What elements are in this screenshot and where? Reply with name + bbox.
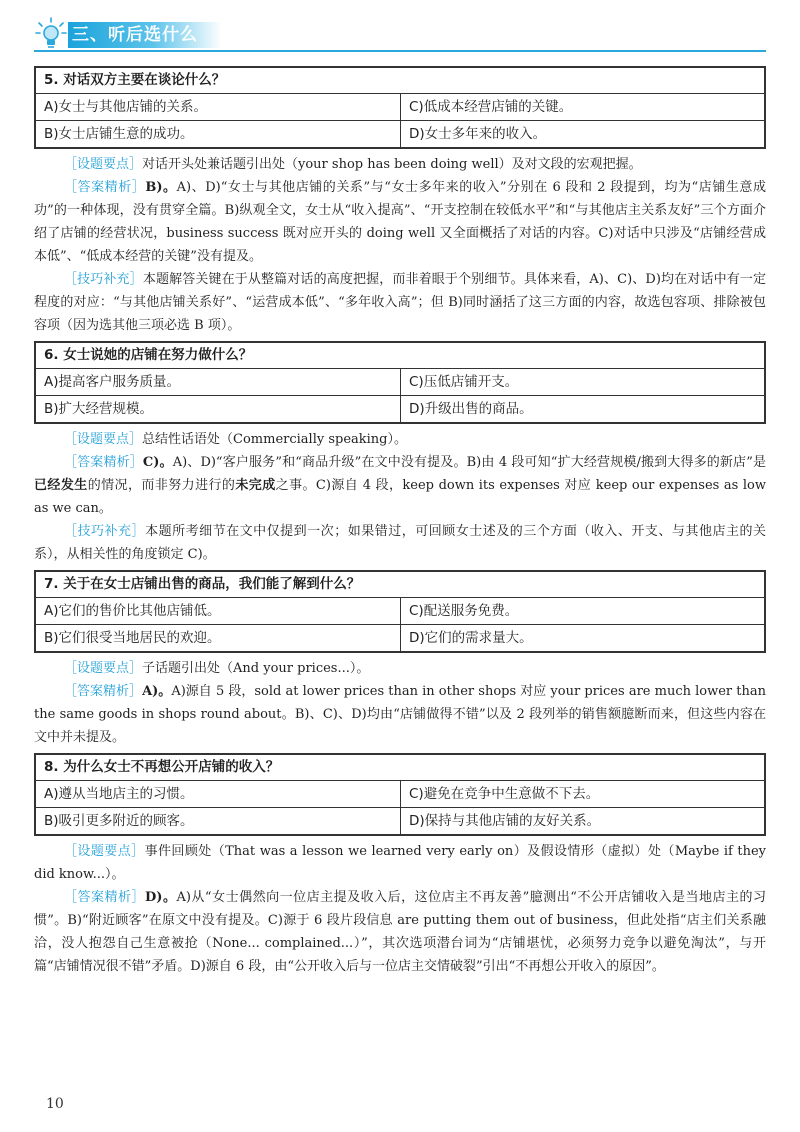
paragraph-text: 事件回顾处（That was a lesson we learned very early on）及假设情形（虚拟）处（Maybe if they did know...）。	[34, 844, 766, 882]
option-cell: A)女士与其他店铺的关系。	[44, 99, 208, 115]
label-tag: ［答案精析］	[64, 455, 143, 470]
option-cell: C)低成本经营店铺的关键。	[400, 94, 764, 120]
paragraph-text: 之事。C)源自 4 段，keep down its expenses 对应 keep our expenses as low as we can。	[34, 478, 766, 516]
analysis-paragraph	[34, 176, 766, 268]
question-title: 6. 女士说她的店铺在努力做什么？	[36, 343, 764, 369]
question-title: 8. 为什么女士不再想公开店铺的收入？	[36, 755, 764, 781]
label-tag: ［技巧补充］	[64, 524, 146, 539]
lightbulb-icon	[34, 16, 68, 50]
paragraph-text: 的情况，而非努力进行的	[87, 478, 236, 493]
option-cell: B)女士店铺生意的成功。	[44, 126, 194, 142]
question-table	[34, 570, 766, 653]
option-row	[36, 120, 764, 147]
option-cell: B)扩大经营规模。	[44, 401, 154, 417]
analysis-paragraph	[34, 657, 766, 680]
option-cell: C)压低店铺开支。	[400, 369, 764, 395]
question-title: 5. 对话双方主要在谈论什么？	[36, 68, 764, 94]
option-row	[36, 94, 764, 120]
label-tag: ［设题要点］	[64, 661, 143, 676]
answer-key: D)。	[145, 890, 177, 905]
option-row	[36, 624, 764, 651]
option-cell: C)避免在竞争中生意做不下去。	[400, 781, 764, 807]
option-cell: D)它们的需求量大。	[400, 625, 764, 651]
question-title: 7. 关于在女士店铺出售的商品，我们能了解到什么？	[36, 572, 764, 598]
label-tag: ［技巧补充］	[64, 272, 143, 287]
paragraph-text: 子话题引出处（And your prices...）。	[142, 661, 370, 676]
paragraph-text: 对话开头处兼话题引出处（your shop has been doing well）及对文段的宏观把握。	[142, 157, 642, 172]
option-cell: A)它们的售价比其他店铺低。	[44, 603, 221, 619]
label-tag: ［设题要点］	[64, 844, 145, 859]
paragraph-text: 总结性话语处（Commercially speaking）。	[142, 432, 407, 447]
option-cell: B)吸引更多附近的顾客。	[44, 813, 194, 829]
paragraph-text: A)从“女士偶然向一位店主提及收入后，这位店主不再友善”臆测出“不公开店铺收入是当地店主的习惯”。B)“附近顾客”在原文中没有提及。C)源于 6 段片段信息 are putting them out of business，但此处指“店主们关系融洽，没人抱怨自己生意被抢（None... complained...）”，其次选项潜台词为“店铺堪忧，必须努力竞争以避免淘汰”，与开篇“店铺情况很不错”矛盾。D)源自 6 段，由“公开收入后与一位店主交情破裂”引出“不再想公开收入的原因”。	[34, 890, 766, 974]
option-row	[36, 598, 764, 624]
option-cell: C)配送服务免费。	[400, 598, 764, 624]
option-cell: B)它们很受当地居民的欢迎。	[44, 630, 221, 646]
option-row	[36, 395, 764, 422]
analysis-paragraph	[34, 428, 766, 451]
analysis-paragraph	[34, 451, 766, 520]
label-tag: ［答案精析］	[64, 180, 146, 195]
answer-key: C)。	[142, 455, 173, 470]
section-header	[34, 16, 766, 52]
option-cell: D)保持与其他店铺的友好关系。	[400, 808, 764, 834]
option-row	[36, 781, 764, 807]
analysis-paragraph	[34, 520, 766, 566]
option-row	[36, 807, 764, 834]
content	[34, 66, 766, 978]
option-row	[36, 369, 764, 395]
label-tag: ［设题要点］	[64, 157, 143, 172]
paragraph-text: A)源自 5 段，sold at lower prices than in other shops 对应 your prices are much lower than the same goods in shops round about。B)、C)、D)均由“店铺做得不错”以及 2 段列举的销售额臆断而来，但这些内容在文中并未提及。	[34, 684, 766, 745]
paragraph-text: A)、D)“客户服务”和“商品升级”在文中没有提及。B)由 4 段可知“扩大经营规模/搬到大得多的新店”是	[172, 455, 766, 470]
emphasis-text: 已经发生	[34, 478, 88, 493]
analysis-paragraph	[34, 886, 766, 978]
label-tag: ［答案精析］	[64, 684, 143, 699]
question-table	[34, 753, 766, 836]
question-table	[34, 341, 766, 424]
section-title: 三、听后选什么	[68, 22, 222, 48]
emphasis-text: 未完成	[235, 478, 276, 493]
paragraph-text: 本题所考细节在文中仅提到一次；如果错过，可回顾女士述及的三个方面（收入、开支、与其他店主的关系），从相关性的角度锁定 C)。	[34, 524, 766, 562]
analysis-paragraph	[34, 840, 766, 886]
analysis-paragraph	[34, 268, 766, 337]
option-cell: A)遵从当地店主的习惯。	[44, 786, 194, 802]
analysis-paragraph	[34, 153, 766, 176]
paragraph-text: 本题解答关键在于从整篇对话的高度把握，而非着眼于个别细节。具体来看，A)、C)、D)均在对话中有一定程度的对应：“与其他店铺关系好”、“运营成本低”、“多年收入高”；但 B)同时涵括了这三方面的内容，故选包容项、排除被包容项（因为选其他三项必选 B 项）。	[34, 272, 766, 333]
analysis-paragraph	[34, 680, 766, 749]
option-cell: D)女士多年来的收入。	[400, 121, 764, 147]
option-cell: D)升级出售的商品。	[400, 396, 764, 422]
option-cell: A)提高客户服务质量。	[44, 374, 181, 390]
question-table	[34, 66, 766, 149]
label-tag: ［答案精析］	[64, 890, 146, 905]
label-tag: ［设题要点］	[64, 432, 143, 447]
page-number: 10	[46, 1096, 64, 1112]
answer-key: A)。	[142, 684, 172, 699]
answer-key: B)。	[145, 180, 177, 195]
paragraph-text: A)、D)“女士与其他店铺的关系”与“女士多年来的收入”分别在 6 段和 2 段提到，均为“店铺生意成功”的一种体现，没有贯穿全篇。B)纵观全文，女士从“收入提高”、“开支控制在较低水平”和“与其他店主关系友好”三个方面介绍了店铺的经营状况，business success 既对应开头的 doing well 又全面概括了对话的内容。C)对话中只涉及“店铺经营成本低”、“低成本经营的关键”没有提及。	[34, 180, 766, 264]
